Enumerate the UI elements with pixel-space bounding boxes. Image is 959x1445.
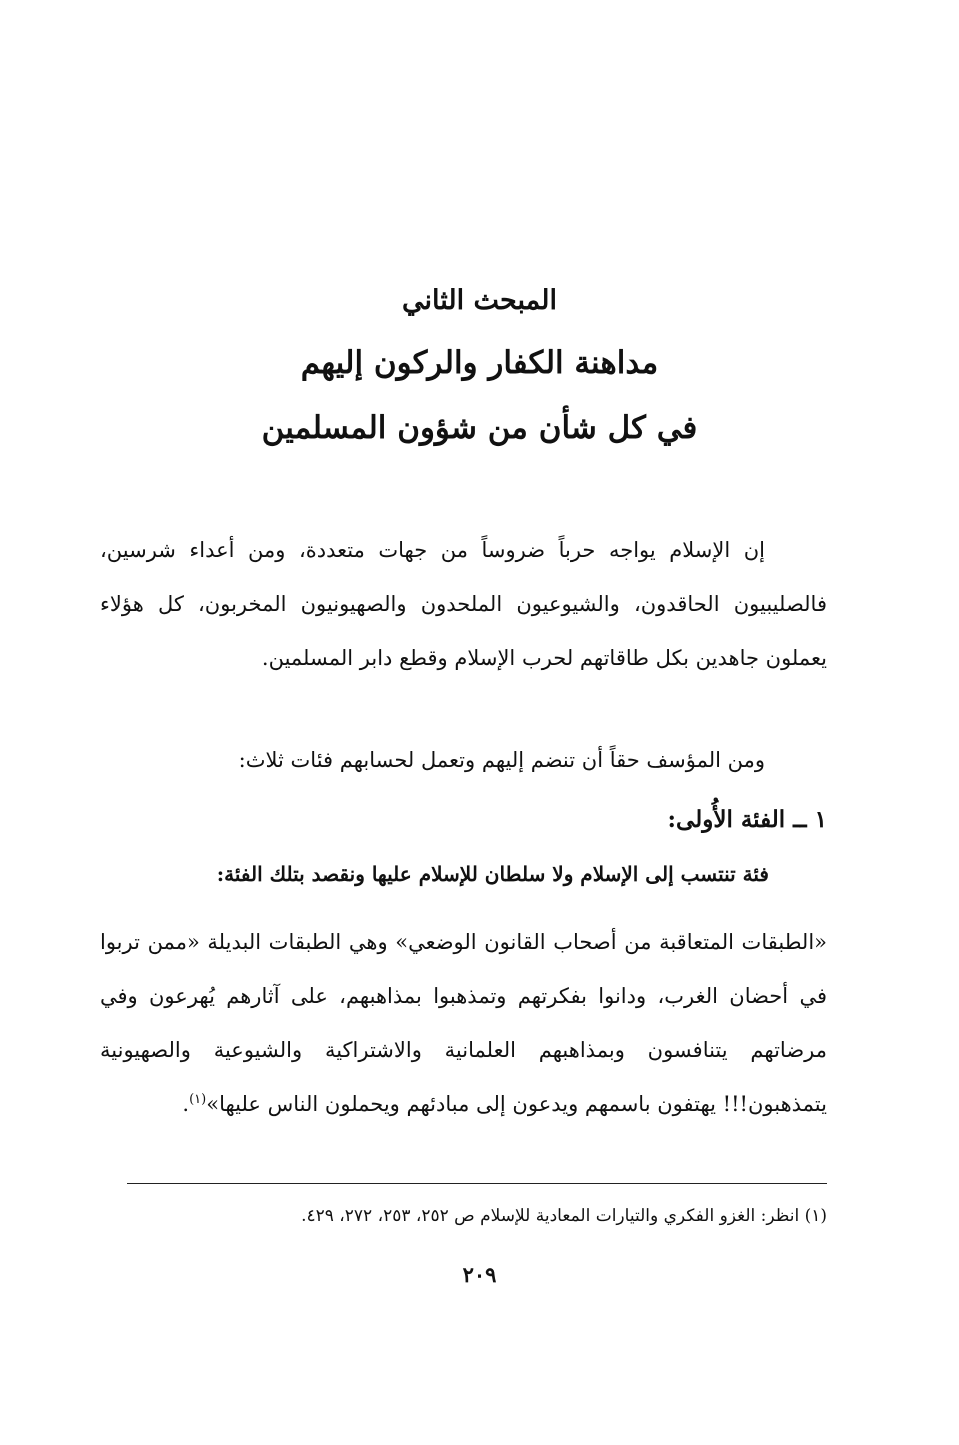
page-number: ٢٠٩ [462,1262,497,1287]
category-1-heading: ١ ــ الفئة الأُولى: [667,806,827,833]
section-label: المبحث الثاني [402,285,557,316]
paragraph-end-mark: . [182,1092,190,1116]
category-1-description: فئة تنتسب إلى الإسلام ولا سلطان للإسلام عليها ونقصد بتلك الفئة: [216,862,769,886]
chapter-title-line-1: مداهنة الكفار والركون إليهم [300,345,659,381]
categories-intro: ومن المؤسف حقاً أن تنضم إليهم وتعمل لحسابهم فئات ثلاث: [238,748,765,772]
footnote-reference: (١) [189,1092,207,1107]
chapter-title-line-2: في كل شأن من شؤون المسلمين [261,410,698,446]
intro-paragraph: إن الإسلام يواجه حرباً ضروساً من جهات متعددة، ومن أعداء شرسين، فالصليبيون الحاقدون، والشيوعيون الملحدون والصهيونيون المخربون، كل هؤلاء يعملون جاهدين بكل طاقاتهم لحرب الإسلام وقطع دابر المسلمين. [100,538,827,670]
category-1-quote: «الطبقات المتعاقبة من أصحاب القانون الوضعي» وهي الطبقات البديلة «ممن تربوا في أحضان الغرب، ودانوا بفكرتهم وتمذهبوا بمذاهبهم، على آثارهم يُهرعون وفي مرضاتهم يتنافسون وبمذاهبهم العلمانية والاشتراكية والشيوعية والصهيونية يتمذهبون!!! يهتفون باسمهم ويدعون إلى مبادئهم ويحملون الناس عليها» [100,930,827,1116]
footnote-separator [127,1183,827,1184]
category-1-paragraph [100,915,827,1131]
footnote-1: (١) انظر: الغزو الفكري والتيارات المعادية للإسلام ص ٢٥٢، ٢٥٣، ٢٧٢، ٤٢٩. [301,1206,827,1226]
